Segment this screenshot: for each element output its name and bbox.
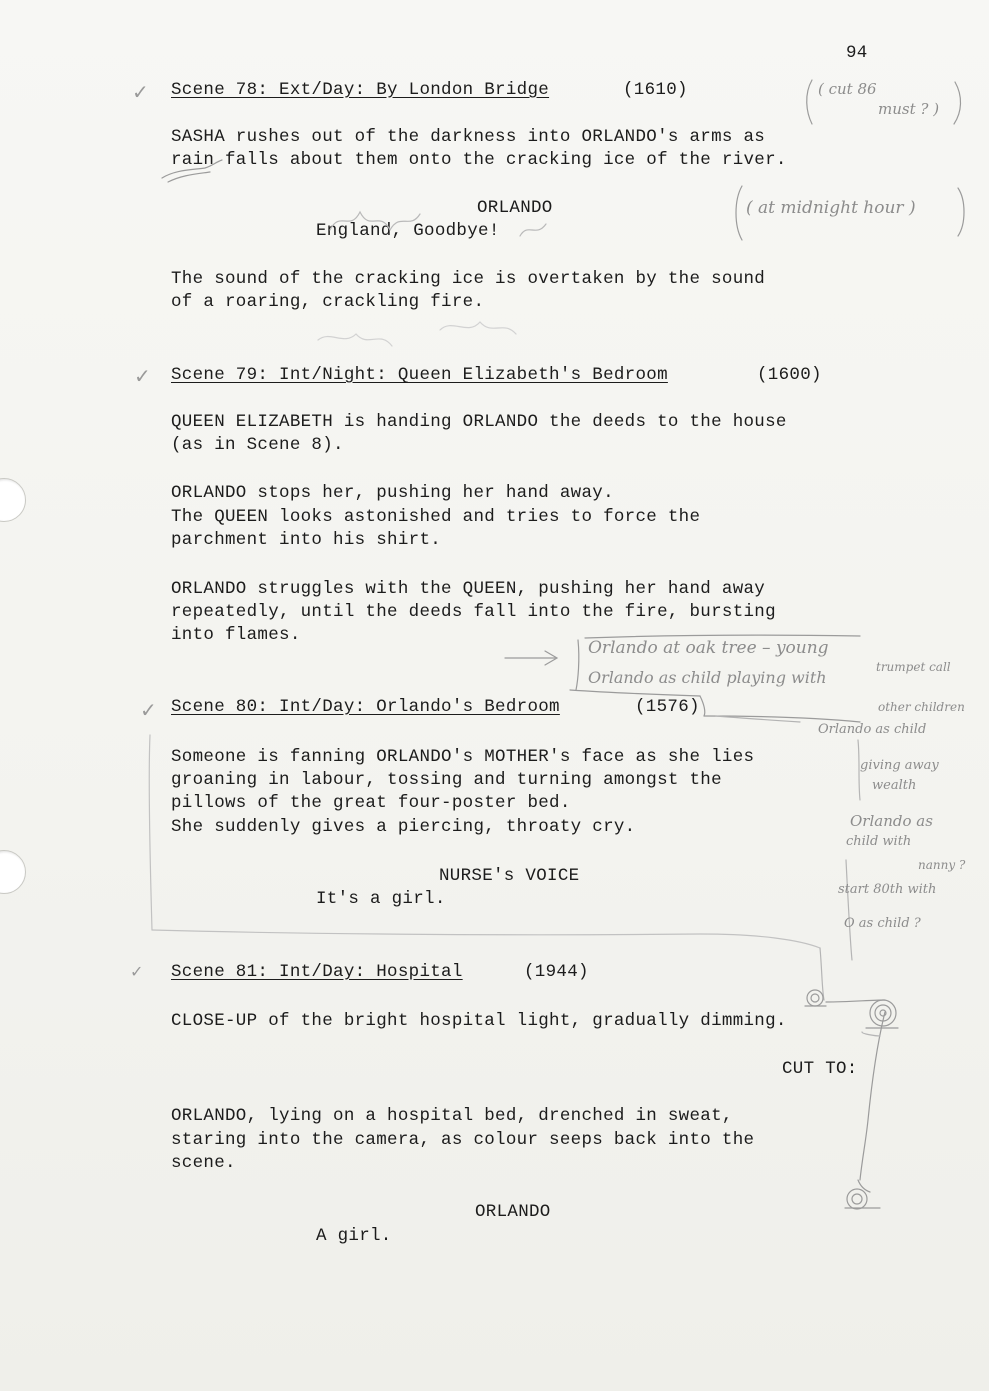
scene-81-character: ORLANDO [475,1202,551,1222]
handwritten-note-start: O as child ? [844,916,921,931]
scene-79-action-line: The QUEEN looks astonished and tries to force the [171,507,701,527]
handwritten-note-oak-tree: trumpet call [876,660,951,674]
scene-81-action-line: staring into the camera, as colour seeps back into the [171,1130,755,1150]
check-icon: ✓ [134,364,151,388]
scene-80-action-line: Someone is fanning ORLANDO's MOTHER's face as she lies [171,747,755,767]
scene-79-action-line: ORLANDO stops her, pushing her hand away. [171,483,614,503]
handwritten-note-nanny: nanny ? [918,858,966,872]
scene-79-heading: Scene 79: Int/Night: Queen Elizabeth's Bedroom [171,365,668,385]
check-icon: ✓ [140,698,157,722]
handwritten-note-oak-tree: Orlando at oak tree – young [588,638,829,658]
scene-78-action-line: SASHA rushes out of the darkness into ORLANDO's arms as [171,127,766,147]
scene-80-heading: Scene 80: Int/Day: Orlando's Bedroom [171,697,560,717]
scene-78-year: (1610) [623,80,688,100]
scene-80-dialogue: It's a girl. [316,889,446,909]
scene-79-action-line: QUEEN ELIZABETH is handing ORLANDO the deeds to the house [171,412,787,432]
handwritten-note-start: start 80th with [838,882,937,897]
scene-80-action-line: groaning in labour, tossing and turning amongst the [171,770,722,790]
scene-78-action-line: of a roaring, crackling fire. [171,292,485,312]
handwritten-note-cut: ( cut 86 [818,80,877,98]
scene-79-action-line: parchment into his shirt. [171,530,442,550]
handwritten-note-nanny: child with [846,834,912,849]
scene-78-action-line: The sound of the cracking ice is overtaken by the sound [171,269,766,289]
scene-79-action-line: (as in Scene 8). [171,435,344,455]
scene-80-action-line: She suddenly gives a piercing, throaty cry. [171,817,636,837]
handwritten-note-nanny: Orlando as [850,812,933,830]
handwritten-note-playing: Orlando as child playing with [588,668,827,687]
page-number: 94 [846,43,868,63]
check-icon: ✓ [130,962,144,981]
handwritten-note-midnight: ( at midnight hour ) [746,198,916,218]
scene-81-action-line: scene. [171,1153,236,1173]
scene-81-heading: Scene 81: Int/Day: Hospital [171,962,463,982]
scene-78-heading: Scene 78: Ext/Day: By London Bridge [171,80,550,100]
scene-81-transition: CUT TO: [782,1059,858,1079]
scene-81-dialogue: A girl. [316,1226,392,1246]
handwritten-note-playing: other children [878,700,965,714]
scene-79-action-line: ORLANDO struggles with the QUEEN, pushing her hand away [171,579,766,599]
scene-79-action-line: repeatedly, until the deeds fall into the fire, bursting [171,602,776,622]
scene-80-character: NURSE's VOICE [439,866,580,886]
scene-81-year: (1944) [524,962,589,982]
handwritten-note-wealth: wealth [872,778,917,793]
scene-80-action-line: pillows of the great four-poster bed. [171,793,571,813]
scene-81-action-line: CLOSE-UP of the bright hospital light, gradually dimming. [171,1011,787,1031]
scene-79-year: (1600) [757,365,822,385]
check-icon: ✓ [132,80,149,104]
scene-81-action-line: ORLANDO, lying on a hospital bed, drenched in sweat, [171,1106,733,1126]
scene-78-character: ORLANDO [477,198,553,218]
scene-80-year: (1576) [635,697,700,717]
scene-78-action-line: rain falls about them onto the cracking ice of the river. [171,150,787,170]
handwritten-note-wealth: giving away [860,758,939,773]
handwritten-note-cut: must ? ) [878,100,940,118]
scene-79-action-line: into flames. [171,625,301,645]
handwritten-note-wealth: Orlando as child [818,722,927,737]
scene-78-dialogue: England, Goodbye! [316,221,500,241]
